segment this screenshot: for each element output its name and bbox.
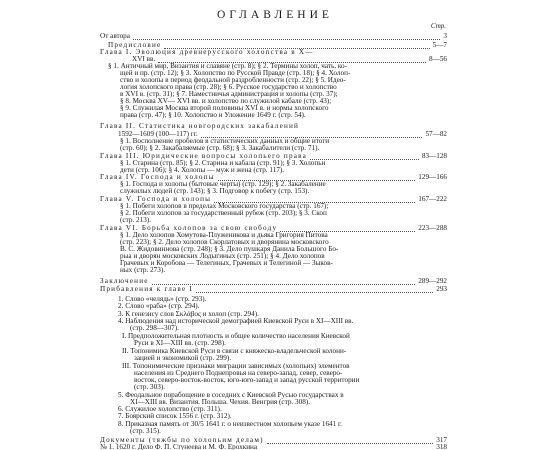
toc-page-number: 318 [436,443,447,450]
toc-entry-text: № 1. 1620 г. Дело Ф. П. Стунеева и М. Ф. Ерохкина [100,443,258,450]
toc-entry-text: Глава III. Юридические вопросы холопьего права [100,152,308,160]
toc-entry-text: § 8. Москва XV— XVI вв. и холопство по служилой кабале (стр. 43); [120,97,332,105]
toc-entry-text: (стр. 303). [134,383,165,391]
toc-entry-text: 2. Слово «раба» (стр. 294). [118,302,200,310]
toc-entry [120,210,327,218]
leader-dots [196,292,433,293]
toc-entry-text: § 1. Старина (стр. 85); § 2. Старина и кабала (стр. 91); § 3. Холопьи [120,159,326,167]
toc-entry [120,112,306,120]
toc-entry-text: логия холопского права (стр. 28); § 6. Русское государство и холопство [120,83,337,91]
toc-entry-text: XVI вв. [132,55,156,63]
toc-entry [130,428,161,436]
toc-entry-text: § 9. Служилая Москва второй половины XVI в. и нормы холопского [120,104,329,112]
toc-page-number: 223—288 [418,224,447,232]
toc-entry-text: населения из Среднего Поднепровья на северо-запад, север, северо- [134,369,343,377]
toc-entry-text: 6. Служилое холопство (стр. 311). [118,405,222,413]
toc-entry-text: Глава II. Статистика новгородских закабалений [100,122,300,130]
leader-dots [310,159,419,160]
toc-entry-text: Грачевых и Коробова — Телегиных, Грачевых и Телегиной — Зыков- [120,259,333,267]
toc-page-number: 129—166 [418,173,447,181]
toc-entry-text: права (стр. 47); § 10. Холопство и Уложение 1649 г. (стр. 54). [120,111,306,119]
toc-entry-text: 5. Феодальное порабощение в соседних с Киевской Русью государствах в [118,391,344,399]
page-column-label: Стр. [430,22,446,30]
toc-entry-text: (стр. 315). [130,427,161,435]
toc-entry-text: Глава VI. Борьба холопов за свою свободу [100,224,278,232]
toc-page-number: 293 [436,285,447,293]
toc-entry-text: § 1. Побеги холопов в пределах Московского государства (стр. 167); [120,202,329,210]
toc-entry-text: § 1. Античный мир, Византия и славяне (стр. 8); § 2. Термины холоп, чать, ко- [108,62,347,70]
toc-entry-text: 1. Слово «челядь» (стр. 293). [118,295,207,303]
toc-entry-text: III. Топонимические признаки миграции зависимых (холопьих) элементов [122,362,350,370]
toc-entry-text: § 1. Восполнение пробелов в статистических данных и общие итоги [120,137,330,145]
toc-entry-text: Документы (тяжбы по холопьим делам) [100,436,264,444]
toc-page-number: 8—56 [429,55,447,63]
toc-page-number: 3 [443,32,447,40]
page-title: ОГЛАВЛЕНИЕ [217,9,333,21]
toc-entry-text: Глава IV. Господа и холопы [100,173,215,181]
toc-page-number: 289—292 [418,277,447,285]
toc-entry-text: 4. Наблюдения над исторической демографией Киевской Руси в XI—XIII вв. [118,317,354,325]
toc-entry-text: рыа и дворян московских Лодыгиных (стр. 251); § 4. Дело холопов [120,252,325,260]
toc-entry-text: Заключение [100,277,149,285]
toc-entry-text: § 1. Дело холопов Хомутова-Плуженикова и дьяка Григория Питова [120,231,328,239]
toc-entry-text: В. С. Жидовиннова (стр. 248); § 3. Дело пушкаря Данила Большого Бо- [120,245,339,253]
toc-entry-text: (стр. 60); § 2. Закабаляемые (стр. 68); § 3. Закабалители (стр. 71). [120,144,320,152]
toc-entry-text: в XVI в. (стр. 31); § 7. Наместничья администрация и холопы (стр. 37); [120,90,338,98]
toc-page-number: 83—128 [421,152,447,160]
leader-dots [133,39,440,40]
toc-entry-text: 1592—1609 (100—117) гг. [118,130,198,138]
toc-entry-text: От автора [100,32,130,40]
toc-page-number: 57—82 [425,130,447,138]
toc-entry-text: Руси в XI—XIII вв. (стр. 298). [134,339,226,347]
toc-entry [100,286,193,294]
toc-entry [100,444,257,450]
toc-entry-text: I. Предположительная плотность и общее количество населения Киевской [122,332,350,340]
toc-entry-text: § 1. Господа и холопы (бытовые черты) (стр. 129); § 2. Закабаление [120,180,326,188]
toc-entry-text: Предисловие [108,41,162,49]
toc-entry-text: восток, северо-восток-восток, юго-юго-запад и запад русской территории [134,376,360,384]
toc-page-number: 5—7 [432,41,447,49]
toc-entry-text: Глава V. Господа и холопы [100,195,212,203]
toc-entry-text: служилых людей (стр. 143); § 3. Подговор к побегу (стр. 153). [120,187,310,195]
toc-page-number: 167—222 [418,195,447,203]
toc-entry-text: щей и пр. (стр. 12); § 3. Холопство по Русской Правде (стр. 18); § 4. Холоп- [120,69,351,77]
toc-entry [134,377,359,385]
toc-entry-text: 3. К генезису слов Σκλάβος и холоп (стр. 294). [118,310,259,318]
toc-entry-text: 7. Боярский список 1556 г. (стр. 312). [118,412,232,420]
toc-entry-text: ных (стр. 273). [120,266,166,274]
toc-entry-text: II. Топонимика Киевской Руси в связи с княжеско-владельческой колони- [122,347,347,355]
toc-entry-text: ство и холопы в период феодальной раздробленности (стр. 22); § 5. Идео- [120,76,346,84]
toc-entry-text: зацией и экономикой (стр. 299). [134,354,232,362]
toc-entry-text: (стр. 213). [120,216,151,224]
toc-entry-text: (стр. 298—307). [130,324,179,332]
toc-page-number: 317 [436,436,447,444]
toc-entry-text: Прибавления к главе I [100,285,193,293]
toc-entry-text: 8. Приказная память от 30/5 1641 г. о неизвестном холопьем указе 1641 г. [118,420,342,428]
toc-entry-text: Глава I. Эволюция древнерусского холопства в X— [100,48,314,56]
toc-entry-text: XI—XIII вв. Византия. Польша. Чехия. Венгрия (стр. 308). [130,398,310,406]
toc-entry-text: (стр. 223); § 2. Дело холопов Скорлатовых и дворянина московского [120,238,329,246]
toc-entry [120,267,165,275]
toc-entry-text: § 2. Побеги холопов за государственный рубеж (стр. 203); § 3. Скоп [120,209,327,217]
toc-entry-text: дети (стр. 106); § 4. Холопы — муж и жена (стр. 117). [120,166,285,174]
toc-entry [100,33,130,41]
